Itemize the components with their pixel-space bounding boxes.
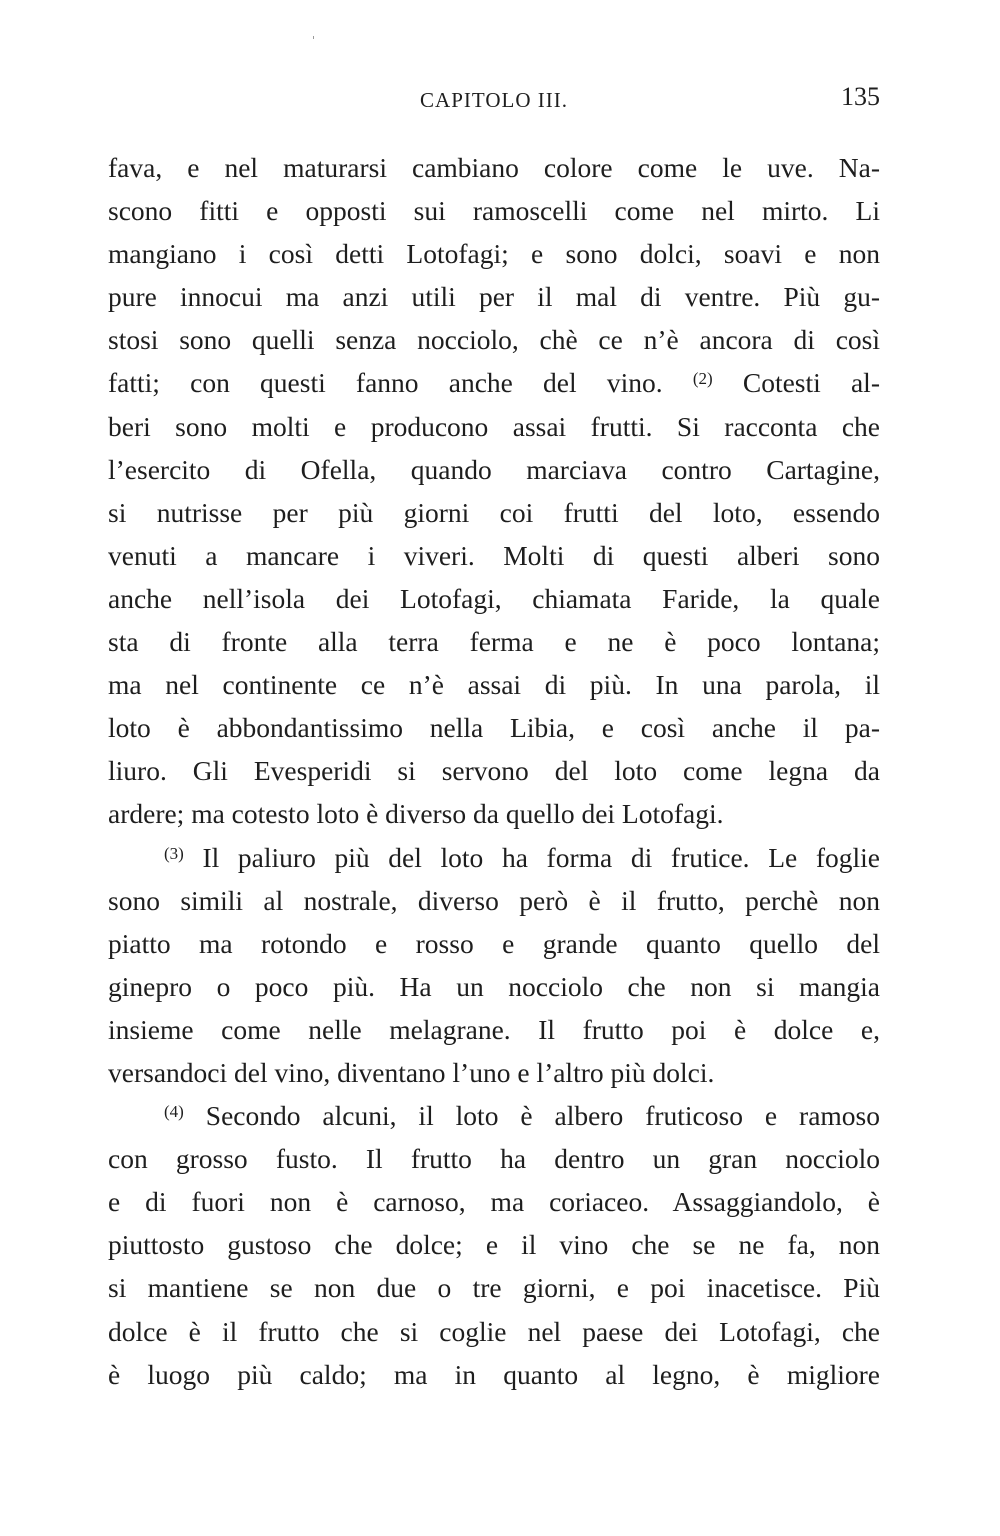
- text-line: ginepro o poco più. Ha un nocciolo che non si mangia: [108, 970, 880, 1002]
- text-line: con grosso fusto. Il frutto ha dentro un gran nocciolo: [108, 1143, 880, 1175]
- text-line: è luogo più caldo; ma in quanto al legno, è migliore: [108, 1358, 880, 1390]
- text-line: anche nell’isola dei Lotofagi, chiamata Faride, la quale: [108, 582, 880, 614]
- text-line: ma nel continente ce n’è assai di più. In una parola, il: [108, 669, 880, 701]
- text-line: loto è abbondantissimo nella Libia, e così anche il pa-: [108, 712, 880, 744]
- text-line: sono simili al nostrale, diverso però è il frutto, perchè non: [108, 884, 880, 916]
- line-segment: Cotesti al-: [712, 367, 880, 399]
- text-line: dolce è il frutto che si coglie nel paese dei Lotofagi, che: [108, 1315, 880, 1347]
- chapter-title: CAPITOLO III.: [420, 88, 568, 112]
- text-line: fava, e nel maturarsi cambiano colore come le uve. Na-: [108, 152, 880, 183]
- paper-speck: [313, 36, 314, 39]
- body-text: [108, 146, 880, 1396]
- page-number: 135: [841, 82, 880, 111]
- text-line: sta di fronte alla terra ferma e ne è poco lontana;: [108, 626, 880, 658]
- text-line: insieme come nelle melagrane. Il frutto poi è dolce e,: [108, 1013, 880, 1045]
- text-line: pure innocui ma anzi utili per il mal di ventre. Più gu-: [108, 281, 880, 313]
- text-line: beri sono molti e producono assai frutti. Si racconta che: [108, 410, 880, 442]
- running-head: [108, 82, 880, 118]
- text-line: ardere; ma cotesto loto è diverso da quello dei Lotofagi.: [108, 798, 724, 830]
- text-line: versandoci del vino, diventano l’uno e l’altro più dolci.: [108, 1056, 715, 1088]
- text-line: [108, 361, 880, 404]
- text-line: liuro. Gli Evesperidi si servono del loto come legna da: [108, 755, 880, 787]
- text-line: e di fuori non è carnoso, ma coriaceo. Assaggiandolo, è: [108, 1186, 880, 1218]
- line-segment: fatti; con questi fanno anche del vino.: [108, 367, 693, 399]
- text-line: [108, 1094, 880, 1137]
- text-line: si nutrisse per più giorni coi frutti del loto, essendo: [108, 496, 880, 528]
- text-line: [108, 836, 880, 879]
- line-segment: Secondo alcuni, il loto è albero fruticoso e ramoso: [183, 1100, 880, 1132]
- text-line: mangiano i così detti Lotofagi; e sono dolci, soavi e non: [108, 238, 880, 270]
- text-line: piatto ma rotondo e rosso e grande quanto quello del: [108, 927, 880, 959]
- text-line: l’esercito di Ofella, quando marciava contro Cartagine,: [108, 453, 880, 485]
- text-line: piuttosto gustoso che dolce; e il vino che se ne fa, non: [108, 1229, 880, 1261]
- text-line: scono fitti e opposti sui ramoscelli come nel mirto. Li: [108, 195, 880, 227]
- text-line: stosi sono quelli senza nocciolo, chè ce n’è ancora di così: [108, 324, 880, 356]
- line-segment: Il paliuro più del loto ha forma di frutice. Le foglie: [183, 841, 880, 873]
- text-line: venuti a mancare i viveri. Molti di questi alberi sono: [108, 539, 880, 571]
- note-reference: (3): [164, 843, 184, 863]
- note-reference: (4): [164, 1102, 184, 1122]
- text-line: si mantiene se non due o tre giorni, e poi inacetisce. Più: [108, 1272, 880, 1304]
- note-reference: (2): [692, 369, 713, 389]
